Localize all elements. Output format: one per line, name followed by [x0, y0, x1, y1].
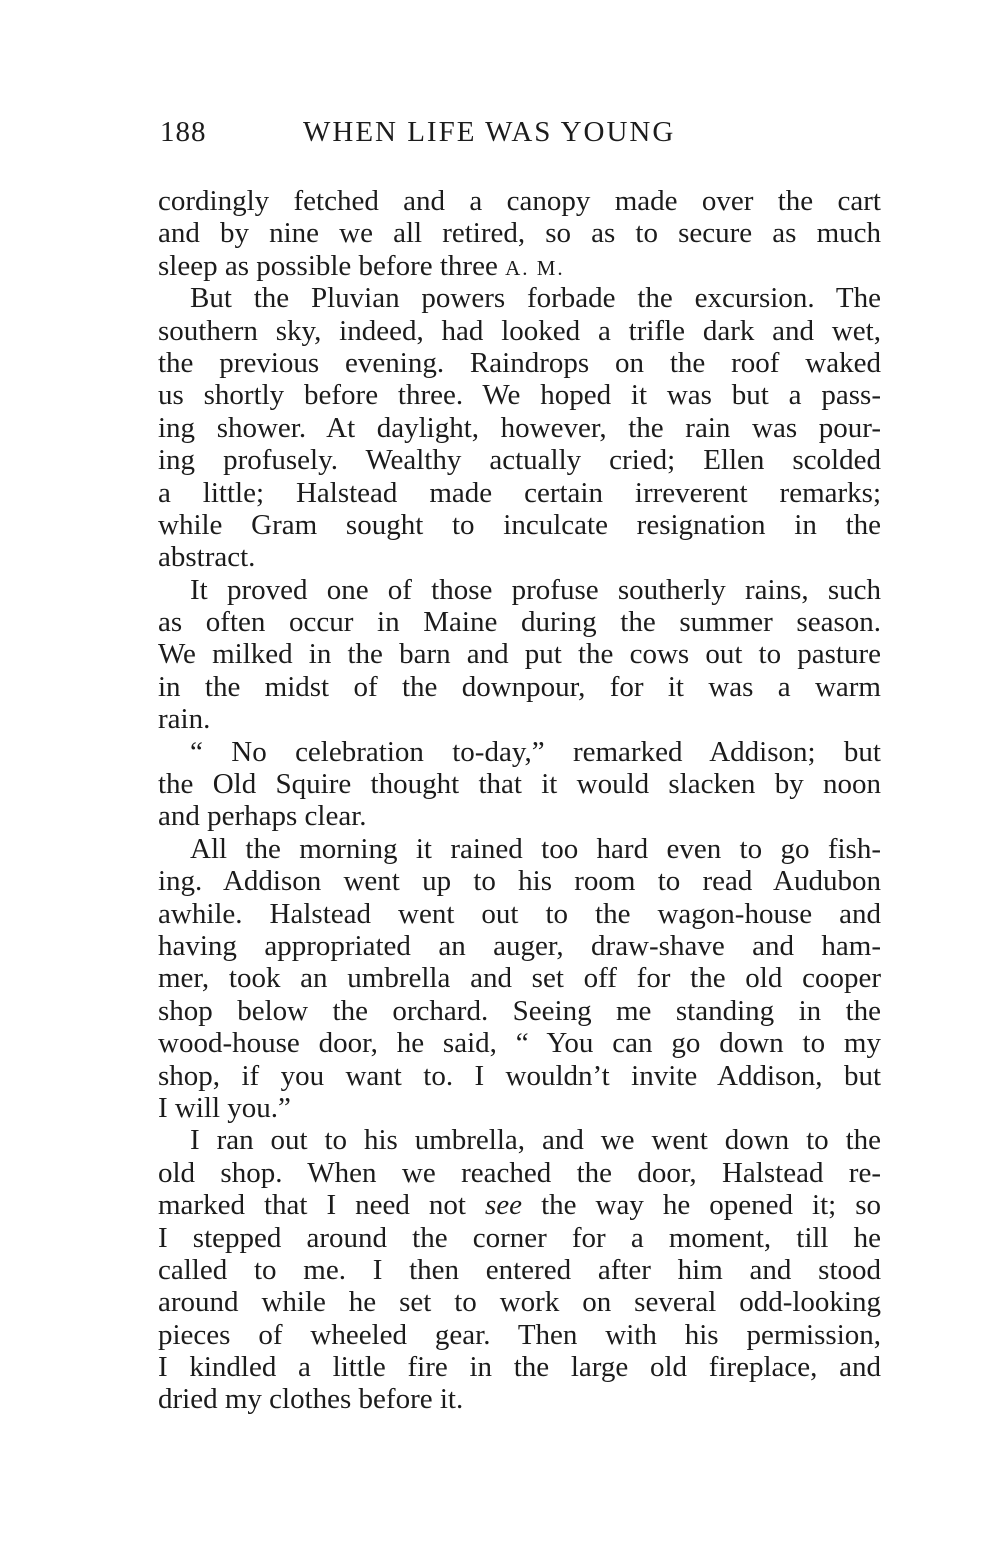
text-line: mer, took an umbrella and set off for the old cooper	[158, 962, 881, 995]
text-line: ing shower. At daylight, however, the rain was pour-	[158, 411, 881, 444]
text-segment: the way he opened it; so	[522, 1189, 881, 1222]
text-segment: marked that I need not	[158, 1189, 486, 1222]
running-head	[160, 112, 880, 152]
text-line: pieces of wheeled gear. Then with his permission,	[158, 1318, 881, 1351]
text-line: I kindled a little fire in the large old fireplace, and	[158, 1351, 881, 1384]
text-line: in the midst of the downpour, for it was a warm	[158, 670, 881, 703]
text-line: We milked in the barn and put the cows out to pasture	[158, 638, 881, 671]
text-line: I will you.”	[158, 1091, 291, 1124]
book-title: WHEN LIFE WAS YOUNG	[303, 116, 676, 148]
paragraph-first-line: It proved one of those profuse southerly rains, such	[190, 573, 881, 606]
body-text	[158, 185, 881, 1416]
text-line: the Old Squire thought that it would slacken by noon	[158, 768, 881, 801]
small-caps-abbreviation: A. M.	[505, 255, 565, 280]
text-line: shop, if you want to. I wouldn’t invite Addison, but	[158, 1059, 881, 1092]
text-line: ing. Addison went up to his room to read Audubon	[158, 865, 881, 898]
text-line	[158, 1189, 881, 1221]
italic-word: see	[485, 1189, 523, 1222]
text-line: abstract.	[158, 541, 256, 574]
text-line: the previous evening. Raindrops on the roof waked	[158, 346, 881, 379]
text-line: awhile. Halstead went out to the wagon-house and	[158, 897, 881, 930]
text-line: us shortly before three. We hoped it was but a pass-	[158, 379, 881, 412]
text-line	[158, 250, 881, 282]
text-line: a little; Halstead made certain irreverent remarks;	[158, 476, 881, 509]
paragraph-first-line: But the Pluvian powers forbade the excursion. The	[190, 282, 881, 315]
text-line: and by nine we all retired, so as to secure as much	[158, 217, 881, 250]
text-line: cordingly fetched and a canopy made over the cart	[158, 185, 881, 217]
text-line: having appropriated an auger, draw-shave and ham-	[158, 929, 881, 962]
text-line: old shop. When we reached the door, Halstead re-	[158, 1156, 881, 1189]
page-number: 188	[160, 116, 207, 148]
paragraph-first-line: All the morning it rained too hard even to go fish-	[190, 832, 881, 865]
text-line: around while he set to work on several odd-looking	[158, 1286, 881, 1319]
text-line: southern sky, indeed, had looked a trifle dark and wet,	[158, 314, 881, 347]
text-line: called to me. I then entered after him and stood	[158, 1253, 881, 1286]
text-line: while Gram sought to inculcate resignation in the	[158, 508, 881, 541]
text-line: as often occur in Maine during the summer season.	[158, 606, 881, 639]
text-line: and perhaps clear.	[158, 800, 367, 833]
text-line: wood-house door, he said, “ You can go down to my	[158, 1027, 881, 1060]
text-line: dried my clothes before it.	[158, 1383, 464, 1416]
text-line: rain.	[158, 703, 211, 736]
paragraph-first-line: “ No celebration to-day,” remarked Addison; but	[190, 735, 881, 768]
text-line: shop below the orchard. Seeing me standing in the	[158, 994, 881, 1027]
text-segment: sleep as possible before three	[158, 249, 506, 282]
text-line: ing profusely. Wealthy actually cried; Ellen scolded	[158, 444, 881, 477]
text-line: I stepped around the corner for a moment, till he	[158, 1221, 881, 1254]
paragraph-first-line: I ran out to his umbrella, and we went down to the	[190, 1124, 881, 1157]
